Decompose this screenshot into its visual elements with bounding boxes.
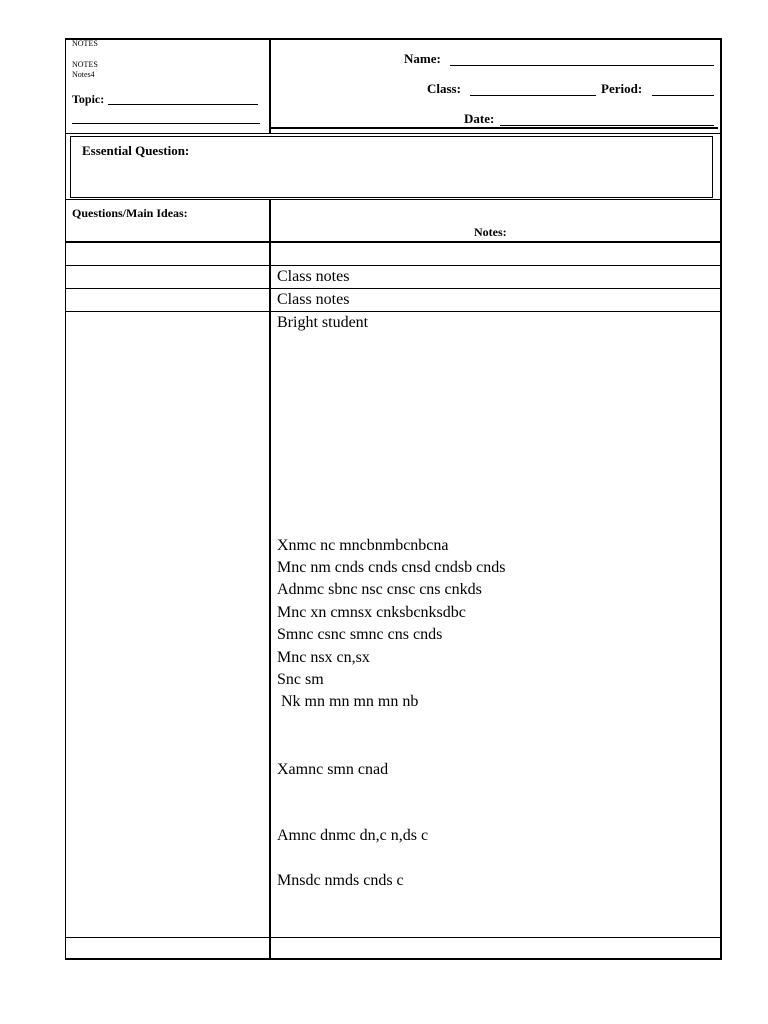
header-bottom-rule <box>269 127 718 129</box>
notes-line-3: Mnc nm cnds cnds cnsd cndsb cnds <box>277 559 506 576</box>
notes-line-2: Xnmc nc mncbnmbcnbcna <box>277 537 449 554</box>
outer-border-right <box>720 38 722 960</box>
column-divider <box>269 199 271 959</box>
name-label: Name: <box>404 51 441 66</box>
header-divider <box>269 38 271 134</box>
notes-line-8: Snc sm <box>277 671 324 688</box>
row-rule-4 <box>65 937 721 938</box>
header-bottom-rule-2 <box>65 133 721 134</box>
notes-line-9: Nk mn mn mn mn nb <box>277 693 419 710</box>
period-field[interactable] <box>652 95 714 96</box>
name-field[interactable] <box>450 65 714 66</box>
notes-line-6: Smnc csnc smnc cns cnds <box>277 626 443 643</box>
period-label: Period: <box>601 81 643 96</box>
notes-row-1: Class notes <box>277 268 350 285</box>
outer-border-top <box>65 38 721 40</box>
date-label: Date: <box>464 111 495 126</box>
row-rule-2 <box>65 288 721 289</box>
outer-border-bottom <box>65 958 721 960</box>
notes-label-2: NOTES <box>72 60 98 69</box>
questions-header: Questions/Main Ideas: <box>72 206 188 220</box>
notes-line-4: Adnmc sbnc nsc cnsc cns cnkds <box>277 581 482 598</box>
notes-line-5: Mnc xn cmnsx cnksbcnksdbc <box>277 604 466 621</box>
notes-line-7: Mnc nsx cn,sx <box>277 649 370 666</box>
outer-border-left <box>65 38 66 960</box>
columns-header-bottom-rule <box>65 241 721 243</box>
topic-field-line-2[interactable] <box>72 123 260 124</box>
columns-header-top-rule <box>65 199 721 200</box>
topic-label: Topic: <box>72 92 105 106</box>
notes-line-11: Amnc dnmc dn,c n,ds c <box>277 827 429 844</box>
notes-label-1: NOTES <box>72 39 98 48</box>
row-rule-1 <box>65 265 721 266</box>
notes-line-12: Mnsdc nmds cnds c <box>277 872 404 889</box>
date-field[interactable] <box>500 125 714 126</box>
notes-row-2: Class notes <box>277 291 350 308</box>
essential-question-label: Essential Question: <box>82 143 190 158</box>
notes-line-1: Bright student <box>277 314 369 331</box>
notes-header: Notes: <box>474 225 507 239</box>
notes-label-3: Notes4 <box>72 70 95 79</box>
topic-field[interactable] <box>108 104 258 105</box>
class-field[interactable] <box>470 95 596 96</box>
notes-line-10: Xamnc smn cnad <box>277 761 389 778</box>
class-label: Class: <box>427 81 461 96</box>
row-rule-3 <box>65 311 721 312</box>
